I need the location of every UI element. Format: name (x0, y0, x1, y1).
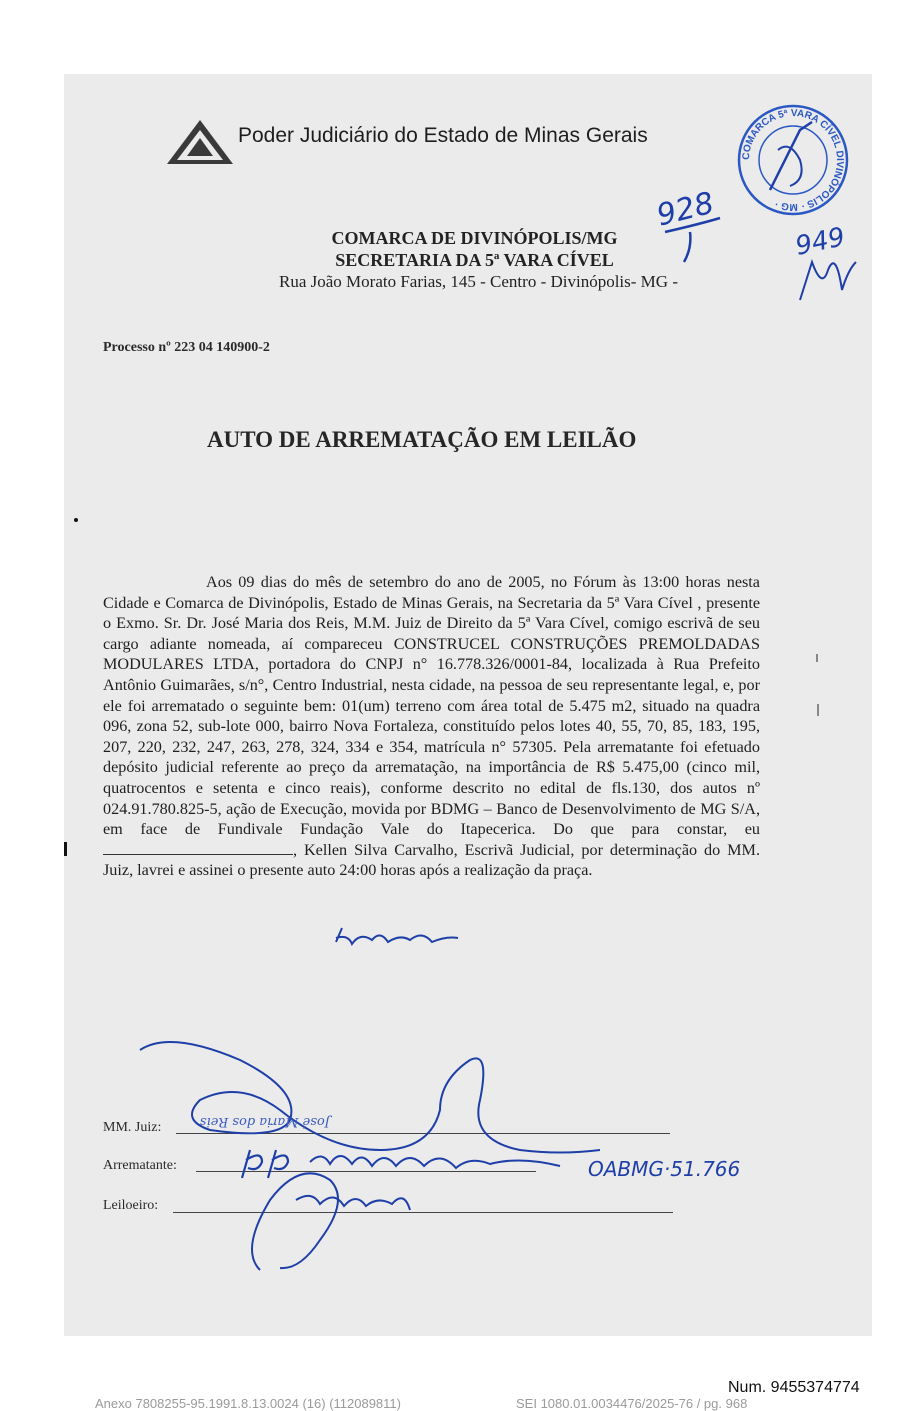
buyer-signature (242, 1150, 740, 1181)
document-number: Num. 9455374774 (728, 1379, 860, 1396)
address-line: Rua João Morato Farias, 145 - Centro - Divinópolis- MG - (279, 272, 678, 291)
institution-name: Poder Judiciário do Estado de Minas Gerais (238, 124, 648, 147)
auctioneer-label: Leiloeiro: (103, 1198, 159, 1213)
svg-text:COMARCA 5ª VARA CÍVEL DIVINÓPO (741, 108, 845, 212)
handwritten-page-number-old: 928 (653, 185, 718, 234)
judge-stamp-text: José Maria dos Reis (199, 1114, 330, 1129)
buyer-oab-number: OABMG·51.766 (588, 1157, 741, 1181)
seal-text: COMARCA 5ª VARA CÍVEL DIVINÓPOLIS · MG · (740, 107, 846, 213)
auctioneer-signature (252, 1173, 410, 1270)
process-number: Processo nº 223 04 140900-2 (103, 340, 270, 355)
handwritten-page-number-new: 949 (792, 222, 848, 262)
comarca-heading: COMARCA DE DIVINÓPOLIS/MG (331, 228, 618, 248)
buyer-label: Arrematante: (103, 1158, 177, 1173)
record-text-part2: , Kellen Silva Carvalho, Escrivã Judicial, por determinação do MM. Juiz, lavrei e assinei o presente auto 24:00 horas após a realização da praça. (103, 840, 760, 880)
annex-reference: Anexo 7808255-95.1991.8.13.0024 (16) (112089811) (95, 1396, 401, 1411)
sei-reference: SEI 1080.01.0034476/2025-76 / pg. 968 (516, 1396, 748, 1411)
court-seal (739, 106, 847, 214)
record-text-part1: Aos 09 dias do mês de setembro do ano de 2005, no Fórum às 13:00 horas nesta Cidade e Comarca de Divinópolis, Estado de Minas Gerais, na Secretaria da 5ª Vara Cível , presente o Exmo. Sr. Dr. José Maria dos Reis, M.M. Juiz de Direito da 5ª Vara Cível, comigo escrivã de seu cargo adiante nomeada, aí compareceu CONSTRUCEL CONSTRUÇÕES PREMOLDADAS MODULARES LTDA, portadora do CNPJ n° 16.778.326/0001-84, localizada à Rua Prefeito Antônio Guimarães, s/n°, Centro Industrial, nesta cidade, na pessoa de seu representante legal, e, por ele foi arrematado o seguinte bem: 01(um) terreno com área total de 5.475 m2, situado na quadra 096, zona 52, sub-lote 000, bairro Nova Fortaleza, constituído pelos lotes 40, 55, 70, 85, 183, 195, 207, 220, 232, 247, 263, 278, 324, 334 e 354, matrícula n° 57305. Pela arrematante foi efetuado depósito judicial referente ao preço da arrematação, na importância de R$ 5.475,00 (cinco mil, quatrocentos e setenta e cinco reais), conforme descrito no edital de fls.130, dos autos nº 024.91.780.825-5, ação de Execução, movida por BDMG – Banco de Desenvolvimento de MG S/A, em face de Fundivale Fundação Vale do Itapecerica. Do que para constar, eu (103, 573, 760, 839)
secretaria-heading: SECRETARIA DA 5ª VARA CÍVEL (335, 250, 614, 270)
judge-signature (140, 1042, 600, 1153)
judge-label: MM. Juiz: (103, 1120, 162, 1135)
document-title: AUTO DE ARREMATAÇÃO EM LEILÃO (207, 427, 637, 452)
clerk-signature (336, 928, 458, 944)
